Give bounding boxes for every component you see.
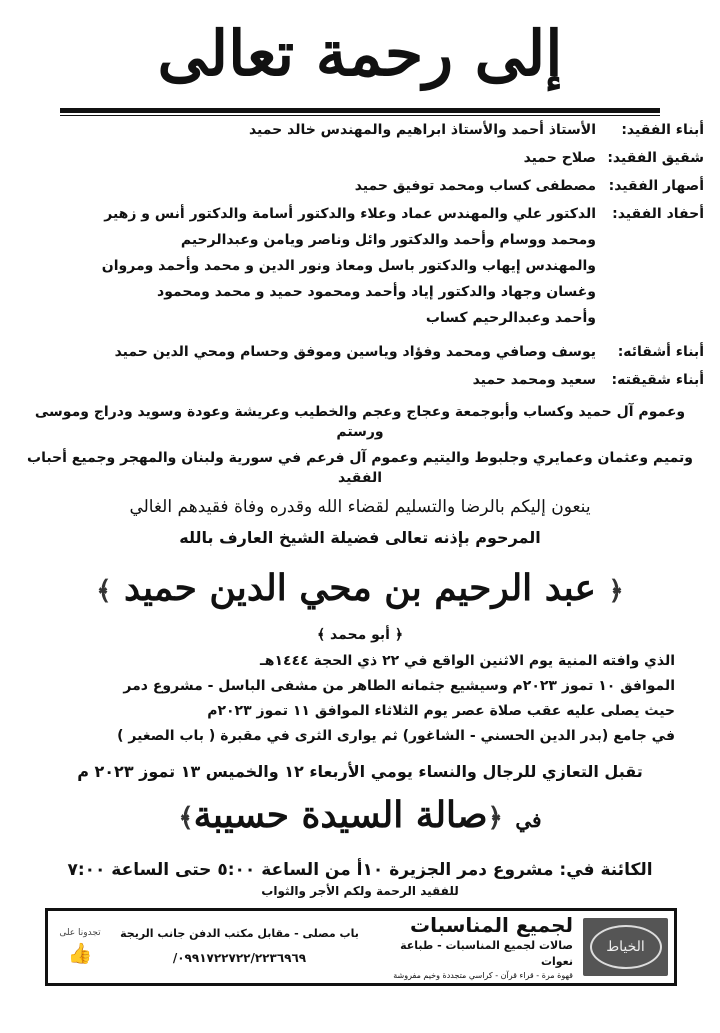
nephews-names: يوسف وصافي ومحمد وفؤاد وياسين وموفق وحسام ومحي الدين حميد <box>114 344 596 360</box>
hall-name: في ﴿صالة السيدة حسيبة﴾ <box>178 794 542 836</box>
ornament-icon: ﴿ <box>608 576 624 606</box>
logo-text: الخياط <box>590 925 662 969</box>
hall-text: صالة السيدة حسيبة <box>193 794 488 836</box>
details-line: الموافق ١٠ تموز ٢٠٢٣م وسيشيع جثمانه الطاهر من مشفى الباسل - مشروع دمر <box>123 678 675 694</box>
divider <box>60 108 660 113</box>
ad-phones: ٠٩٩١٧٢٢٧٢٢/٢٢٣٦٩٦٩/ <box>172 951 307 965</box>
deceased-name <box>20 564 700 615</box>
grandchildren-row <box>16 204 704 224</box>
ornament-icon: ﴾ <box>96 576 112 606</box>
ad-main <box>373 912 573 982</box>
sister-sons-names: سعيد ومحمد حميد <box>472 372 596 388</box>
logo <box>583 918 668 976</box>
sons-names: الأستاذ أحمد والأستاذ ابراهيم والمهندس خالد حميد <box>248 122 596 138</box>
label: أبناء الفقيد: <box>621 122 704 138</box>
announcement: ينعون إليكم بالرضا والتسليم لقضاء الله وقدره وفاة فقيدهم الغالي <box>129 497 591 517</box>
label: أحفاد الفقيد: <box>612 206 704 222</box>
condolence-info: تقبل التعازي للرجال والنساء يومي الأربعاء ١٢ والخميس ١٣ تموز ٢٠٢٣ م <box>77 762 643 781</box>
label: أصهار الفقيد: <box>608 178 704 194</box>
hall-prefix: في <box>515 808 542 832</box>
details-line: حيث يصلى عليه عقب صلاة عصر يوم الثلاثاء الموافق ١١ تموز ٢٠٢٣م <box>207 703 675 719</box>
ad-headline: لجميع المناسبات <box>409 913 573 937</box>
grandchildren-line: ومحمد ووسام وأحمد والدكتور وائل وناصر ويامن وعبدالرحيم <box>180 232 596 248</box>
ad-sub: صالات لجميع المناسبات - طباعة نعوات <box>400 939 573 968</box>
thumbs-up-icon: 👍 <box>67 941 93 965</box>
ad-services: قهوة مرة - قراء قرآن - كراسي متجددة وخيم مفروشة <box>393 971 573 980</box>
brother-name: صلاح حميد <box>523 150 596 166</box>
grandchildren-names: الدكتور علي والمهندس عماد وعلاء والدكتور أسامة والدكتور أنس و زهير <box>104 206 596 222</box>
in-laws-row <box>16 176 704 196</box>
page-title: إلى رحمة تعالى <box>157 17 563 90</box>
nephews-row <box>16 342 704 362</box>
sons-row <box>16 120 704 140</box>
kunya-text: أبو محمد <box>330 627 390 643</box>
families-line: وتميم وعثمان وعمايري وجلبوط واليتيم وعموم آل فرعم في سورية ولبنان والمهجر وجميع أحباب الفقيد <box>27 450 693 486</box>
deceased-name-text: عبد الرحيم بن محي الدين حميد <box>124 567 596 609</box>
relatives-section <box>0 116 720 390</box>
brother-row <box>16 148 704 168</box>
details-line: الذي وافته المنية يوم الاثنين الواقع في ٢٢ ذي الحجة ١٤٤٤هـ <box>260 653 675 669</box>
sister-sons-row <box>16 370 704 390</box>
grandchildren-line: والمهندس إيهاب والدكتور باسل ومعاذ ونور الدين و محمد وأحمد ومروان <box>101 258 596 274</box>
grandchildren-line: وأحمد وعبدالرحيم كساب <box>425 310 596 326</box>
label: أبناء شقيقته: <box>611 372 704 388</box>
social-text: تجدونا على <box>59 928 101 938</box>
ad-address: باب مصلى - مقابل مكتب الدفن جانب الريجة <box>120 927 359 940</box>
in-laws-names: مصطفى كساب ومحمد توفيق حميد <box>354 178 596 194</box>
honorific: المرحوم بإذنه تعالى فضيلة الشيخ العارف بالله <box>179 528 541 547</box>
grandchildren-line: وغسان وجهاد والدكتور إياد وأحمد ومحمود حميد و محمد ومحمود <box>157 284 596 300</box>
location: الكائنة في: مشروع دمر الجزيرة ١٠أ من الساعة ٥:٠٠ حتى الساعة ٧:٠٠ <box>67 860 653 880</box>
kunya: ﴿ أبو محمد ﴾ <box>316 627 404 643</box>
closing: للفقيد الرحمة ولكم الأجر والثواب <box>261 884 459 898</box>
printer-ad <box>45 908 677 986</box>
social <box>54 927 106 967</box>
families-line: وعموم آل حميد وكساب وأبوجمعة وعجاج وعجم والخطيب وعريشة وعودة وسويد ودراج وموسى ورستم <box>34 404 686 440</box>
ad-contact <box>116 925 363 969</box>
label: أبناء أشقائه: <box>617 344 704 360</box>
details <box>45 651 675 746</box>
label: شقيق الفقيد: <box>607 150 704 166</box>
details-line: في جامع (بدر الدين الحسني - الشاغور) ثم يوارى الثرى في مقبرة ( باب الصغير ) <box>117 728 675 744</box>
